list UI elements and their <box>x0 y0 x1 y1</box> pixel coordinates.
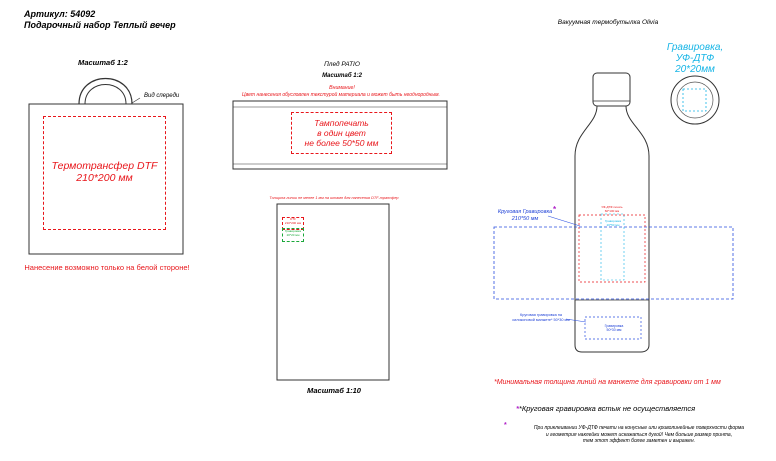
bag-method-label: Термотрансфер DTF <box>51 160 158 172</box>
note-no-joint-text: *Круговая гравировка встык не осуществляется <box>518 404 696 413</box>
bottle-engraving-l2: УФ-ДТФ <box>675 53 715 64</box>
bottle-cuff-l1: Круговая гравировка на <box>520 313 562 317</box>
plaid-small-green-l2: 20*20 мм <box>286 232 300 237</box>
plaid-small-green-text <box>282 230 304 237</box>
bottle-engr-small <box>600 220 626 227</box>
bag-handle-inner <box>85 85 126 105</box>
plaid-method-l1: Тампопечать <box>314 118 369 128</box>
plaid-scale-2: Масштаб 1:10 <box>307 386 361 395</box>
note-uv-star: * <box>504 422 507 429</box>
note-uv-l3: тем этот эффект более заметен и выражен. <box>582 438 696 444</box>
plaid-warn-title: Внимание! <box>329 85 355 91</box>
bottle-uv-l1: УФ-ДТФ печать <box>601 205 623 209</box>
plaid-scale: Масштаб 1:2 <box>322 73 362 79</box>
bag-view-label: Вид спереди <box>144 93 180 99</box>
bottle-cuff-box-l1: Гравировка <box>604 324 624 328</box>
article-number: Артикул: 54092 <box>24 9 96 19</box>
note-uv-l2: и геометрия наклейки может искажаться дугой! Чем больше размер принта, <box>545 431 733 438</box>
bag-handle <box>79 79 132 105</box>
bottle-uv-text <box>598 206 626 213</box>
bottle-engr-small-l1: Гравировка <box>604 219 622 223</box>
note-no-joint <box>516 404 695 413</box>
plaid-line-note: Толщина линии не менее 1 мм на штамп для нанесения DTF-трансфер <box>269 196 399 200</box>
note-uv-l1: При приклеивании УФ-ДТФ печати на конусные или криволинейные поверхности форма <box>533 425 745 431</box>
plaid-warn-text: Цвет нанесения обусловлен текстурой материала и может быть неоднородным. <box>242 92 440 98</box>
bottle-cuff-box <box>585 324 643 332</box>
bottle-cuff <box>510 313 572 322</box>
plaid-method-l3: не более 50*50 мм <box>304 138 379 148</box>
bottle-cuff-l2: силиконовой манжете* 50*30 мм <box>512 317 570 322</box>
note-no-joint-star: * <box>516 404 519 413</box>
bag-method <box>43 160 166 184</box>
bottle-circular-star: * <box>553 205 557 214</box>
plaid-small-green-l1: Гравировка <box>284 229 302 233</box>
plaid-small-red-text <box>282 218 304 225</box>
circular-engraving-area <box>494 227 733 299</box>
bag-scale: Масштаб 1:2 <box>78 58 128 67</box>
bottle-engr-small-l2: 20*50 мм <box>606 222 620 227</box>
bottle-engraving-l1: Гравировка, <box>666 42 724 53</box>
set-name: Подарочный набор Теплый вечер <box>24 20 176 30</box>
bag-note: Нанесение возможно только на белой стороне! <box>24 263 190 272</box>
plaid-small-red-l2: 210*200 мм <box>284 220 302 225</box>
plaid-method <box>291 118 392 148</box>
bottle-body <box>575 106 649 352</box>
bottle-circular-l1: Круговая Гравировка <box>497 209 553 215</box>
note-min-line: *Минимальная толщина линий на манжете для гравировки от 1 мм <box>494 379 721 386</box>
bag-view-pointer <box>132 98 140 103</box>
bottle-title: Вакуумная термобутылка Olivia <box>557 19 659 26</box>
plaid-small-red-l1: DTF <box>290 217 296 221</box>
plaid-title: Плед PATIO <box>324 61 360 68</box>
bottle-lid-top <box>671 76 719 124</box>
lid-engraving-area <box>683 89 706 111</box>
bottle-circular-l2: 210*50 мм <box>511 215 539 222</box>
note-uv <box>506 425 772 445</box>
plaid-method-l2: в один цвет <box>317 128 366 138</box>
bottle-uv-l2: 60*100 мм <box>604 208 620 213</box>
bottle-engraving <box>640 42 750 75</box>
bottle-cuff-box-l2: 50*30 мм <box>606 328 622 332</box>
bag-size-label: 210*200 мм <box>76 172 133 184</box>
bottle-engraving-l3: 20*20мм <box>675 64 715 75</box>
bottle-circular <box>494 209 556 222</box>
